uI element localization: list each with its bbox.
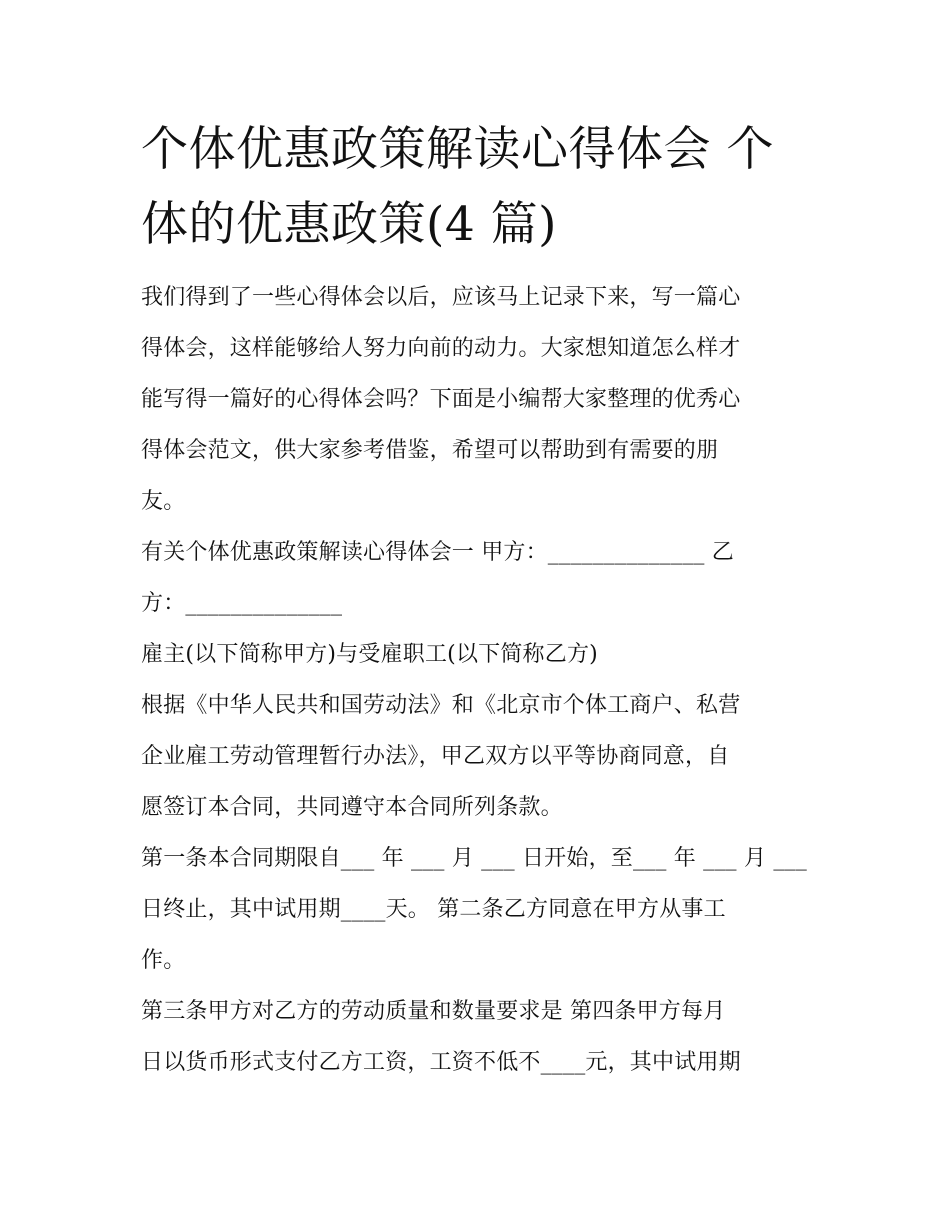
text-line: 能写得一篇好的心得体会吗？下面是小编帮大家整理的优秀心: [141, 387, 741, 412]
title-line-2: 体的优惠政策(4 篇): [141, 197, 558, 252]
text-line: 第三条甲方对乙方的劳动质量和数量要求是 第四条甲方每月: [141, 999, 726, 1024]
article-three-paragraph: [141, 986, 813, 1088]
text-line: 有关个体优惠政策解读心得体会一 甲方：______________ 乙: [141, 540, 734, 565]
legal-basis-paragraph: [141, 680, 813, 833]
document-page: [141, 112, 813, 1088]
employer-employee-paragraph: [141, 629, 813, 680]
text-line: 愿签订本合同，共同遵守本合同所列条款。: [141, 795, 563, 820]
text-line: 根据《中华人民共和国劳动法》和《北京市个体工商户、私营: [141, 693, 741, 718]
intro-paragraph: [141, 272, 813, 527]
document-body: [141, 272, 813, 1088]
text-line: 雇主(以下简称甲方)与受雇职工(以下简称乙方): [141, 642, 598, 667]
text-line: 作。: [141, 948, 186, 973]
text-line: 第一条本合同期限自___ 年 ___ 月 ___ 日开始，至___ 年 ___ 月 ___: [141, 846, 807, 871]
article-one-paragraph: [141, 833, 813, 986]
text-line: 友。: [141, 489, 186, 514]
text-line: 日终止，其中试用期____天。 第二条乙方同意在甲方从事工: [141, 897, 726, 922]
title-line-1: 个体优惠政策解读心得体会 个: [141, 122, 774, 177]
text-line: 日以货币形式支付乙方工资，工资不低不____元，其中试用期: [141, 1050, 741, 1075]
text-line: 方：______________: [141, 591, 343, 616]
text-line: 得体会，这样能够给人努力向前的动力。大家想知道怎么样才: [141, 336, 741, 361]
document-title: [141, 112, 813, 262]
text-line: 我们得到了一些心得体会以后，应该马上记录下来，写一篇心: [141, 285, 741, 310]
text-line: 企业雇工劳动管理暂行办法》，甲乙双方以平等协商同意，自: [141, 744, 730, 769]
text-line: 得体会范文，供大家参考借鉴，希望可以帮助到有需要的朋: [141, 438, 719, 463]
parties-paragraph: [141, 527, 813, 629]
